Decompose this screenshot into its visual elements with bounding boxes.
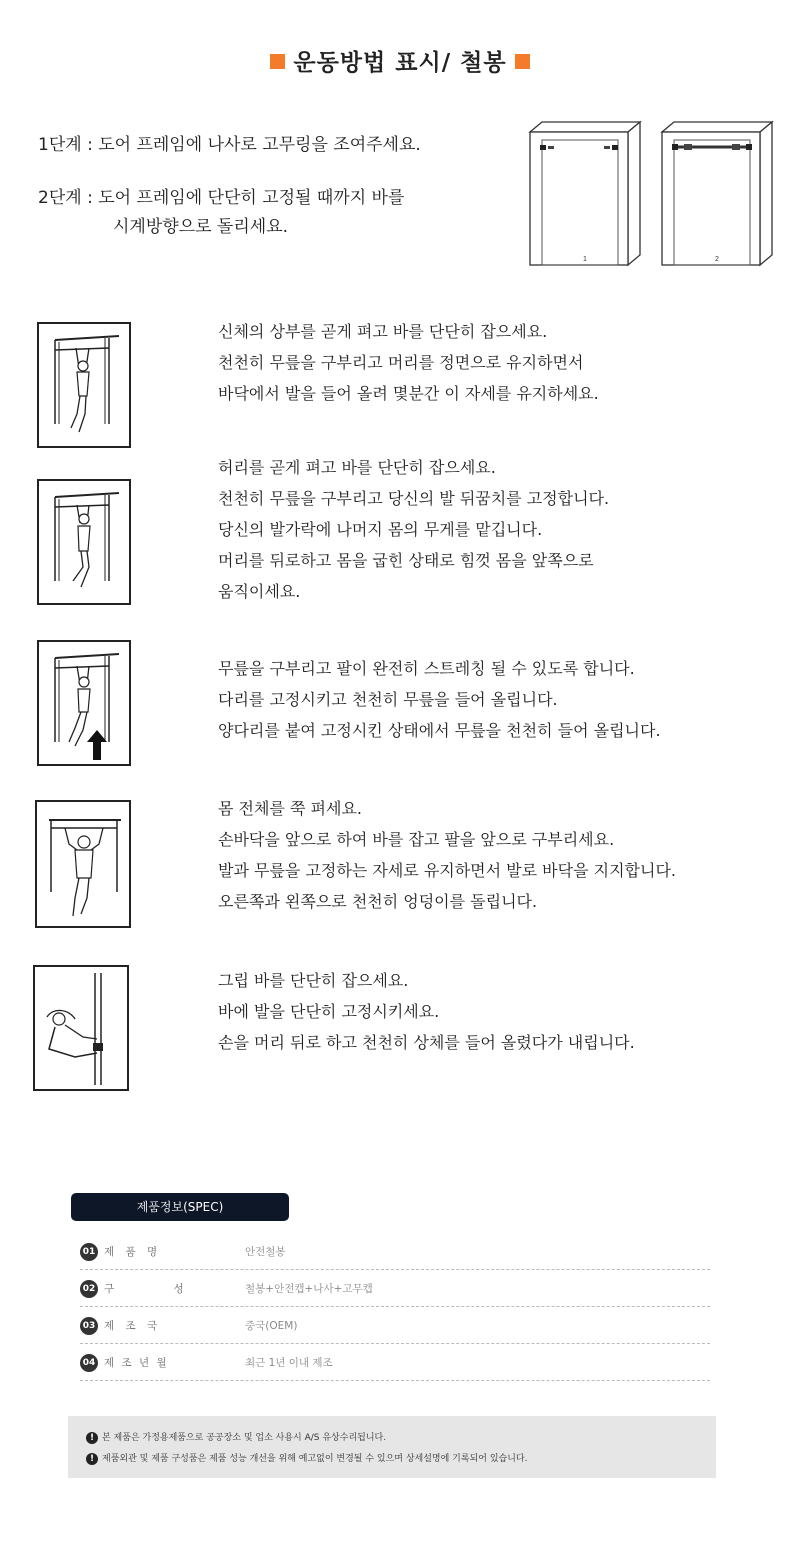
exercise-4-illustration [35,800,131,928]
spec-row-number: 03 [80,1317,98,1335]
spec-row-label: 구 성 [104,1283,212,1295]
notice-line-1-text: 본 제품은 가정용제품으로 공공장소 및 업소 사용시 A/S 유상수리됩니다. [102,1433,387,1443]
exercise-5-illustration [33,965,129,1091]
exercise-3-line-2: 다리를 고정시키고 천천히 무릎을 들어 올립니다. [218,690,558,709]
install-step-2: 2단계 : 도어 프레임에 단단히 고정될 때까지 바를 [38,188,405,208]
exercise-2-text [218,452,609,607]
page-title: 운동방법 표시/ 철봉 [0,44,800,77]
knee-raise-figure-icon [39,642,129,764]
exercise-4-line-1: 몸 전체를 쭉 펴세요. [218,799,362,818]
exercise-2-line-3: 당신의 발가락에 나머지 몸의 무게를 맡깁니다. [218,520,543,539]
spec-row-value: 중국(OEM) [245,1320,298,1332]
orange-square-icon [515,54,530,69]
exercise-2-line-2: 천천히 무릎을 구부리고 당신의 발 뒤꿈치를 고정합니다. [218,489,610,508]
notice-line-2-text: 제품외관 및 제품 구성품은 제품 성능 개선을 위해 예고없이 변경될 수 있으며 상세설명에 기록되어 있습니다. [102,1454,528,1464]
notice-box [68,1416,716,1478]
spec-row-value: 철봉+안전캡+나사+고무캡 [245,1283,373,1295]
exercise-5-line-2: 바에 발을 단단히 고정시키세요. [218,1002,440,1021]
spec-row-label: 제 조 년 월 [104,1357,169,1369]
spec-row [80,1345,710,1381]
hanging-figure-icon [39,324,129,446]
exercise-5-text [218,965,635,1058]
exercise-2-line-5: 움직이세요. [218,582,301,601]
situp-figure-icon [35,967,127,1089]
spec-row-number: 01 [80,1243,98,1261]
spec-row-value: 최근 1년 이내 제조 [245,1357,333,1369]
spec-row-label: 제 품 명 [104,1246,162,1258]
exercise-1-line-2: 천천히 무릎을 구부리고 머리를 정면으로 유지하면서 [218,353,584,372]
arrow-up-icon [87,730,107,760]
diagram-1-label: 1 [583,256,587,263]
exercise-3-illustration [37,640,131,766]
spec-row [80,1234,710,1270]
exercise-2-line-4: 머리를 뒤로하고 몸을 굽힌 상태로 힘껏 몸을 앞쪽으로 [218,551,594,570]
spec-row [80,1271,710,1307]
exercise-1-line-3: 바닥에서 발을 들어 올려 몇분간 이 자세를 유지하세요. [218,384,599,403]
exercise-5-line-1: 그립 바를 단단히 잡으세요. [218,971,409,990]
spec-header: 제품정보(SPEC) [71,1193,289,1221]
warning-icon: ! [86,1453,98,1465]
door-frame-diagram-1 [528,120,643,270]
exercise-5-line-3: 손을 머리 뒤로 하고 천천히 상체를 들어 올렸다가 내립니다. [218,1033,635,1052]
orange-square-icon [270,54,285,69]
exercise-4-line-2: 손바닥을 앞으로 하여 바를 잡고 팔을 앞으로 구부리세요. [218,830,615,849]
install-step-2-continued: 시계방향으로 돌리세요. [113,217,289,237]
exercise-3-line-3: 양다리를 붙여 고정시킨 상태에서 무릎을 천천히 들어 올립니다. [218,721,661,740]
exercise-1-illustration [37,322,131,448]
exercise-4-text [218,793,676,917]
spec-row [80,1308,710,1344]
hanging-figure-icon [39,481,129,603]
exercise-1-text [218,316,599,409]
diagram-2-label: 2 [715,256,719,263]
spec-row-value: 안전철봉 [245,1246,286,1258]
exercise-3-text [218,653,661,746]
install-step-1: 1단계 : 도어 프레임에 나사로 고무링을 조여주세요. [38,135,421,155]
door-frame-diagram-2 [660,120,775,270]
pullup-figure-icon [37,802,129,926]
exercise-2-illustration [37,479,131,605]
spec-row-number: 02 [80,1280,98,1298]
spec-row-label: 제 조 국 [104,1320,162,1332]
notice-line-2 [86,1451,527,1465]
exercise-4-line-3: 발과 무릎을 고정하는 자세로 유지하면서 발로 바닥을 지지합니다. [218,861,677,880]
spec-row-number: 04 [80,1354,98,1372]
exercise-2-line-1: 허리를 곧게 펴고 바를 단단히 잡으세요. [218,458,496,477]
exercise-3-line-1: 무릎을 구부리고 팔이 완전히 스트레칭 될 수 있도록 합니다. [218,659,635,678]
exercise-1-line-1: 신체의 상부를 곧게 펴고 바를 단단히 잡으세요. [218,322,548,341]
warning-icon: ! [86,1432,98,1444]
notice-line-1 [86,1430,386,1444]
exercise-4-line-4: 오른쪽과 왼쪽으로 천천히 엉덩이를 돌립니다. [218,892,538,911]
